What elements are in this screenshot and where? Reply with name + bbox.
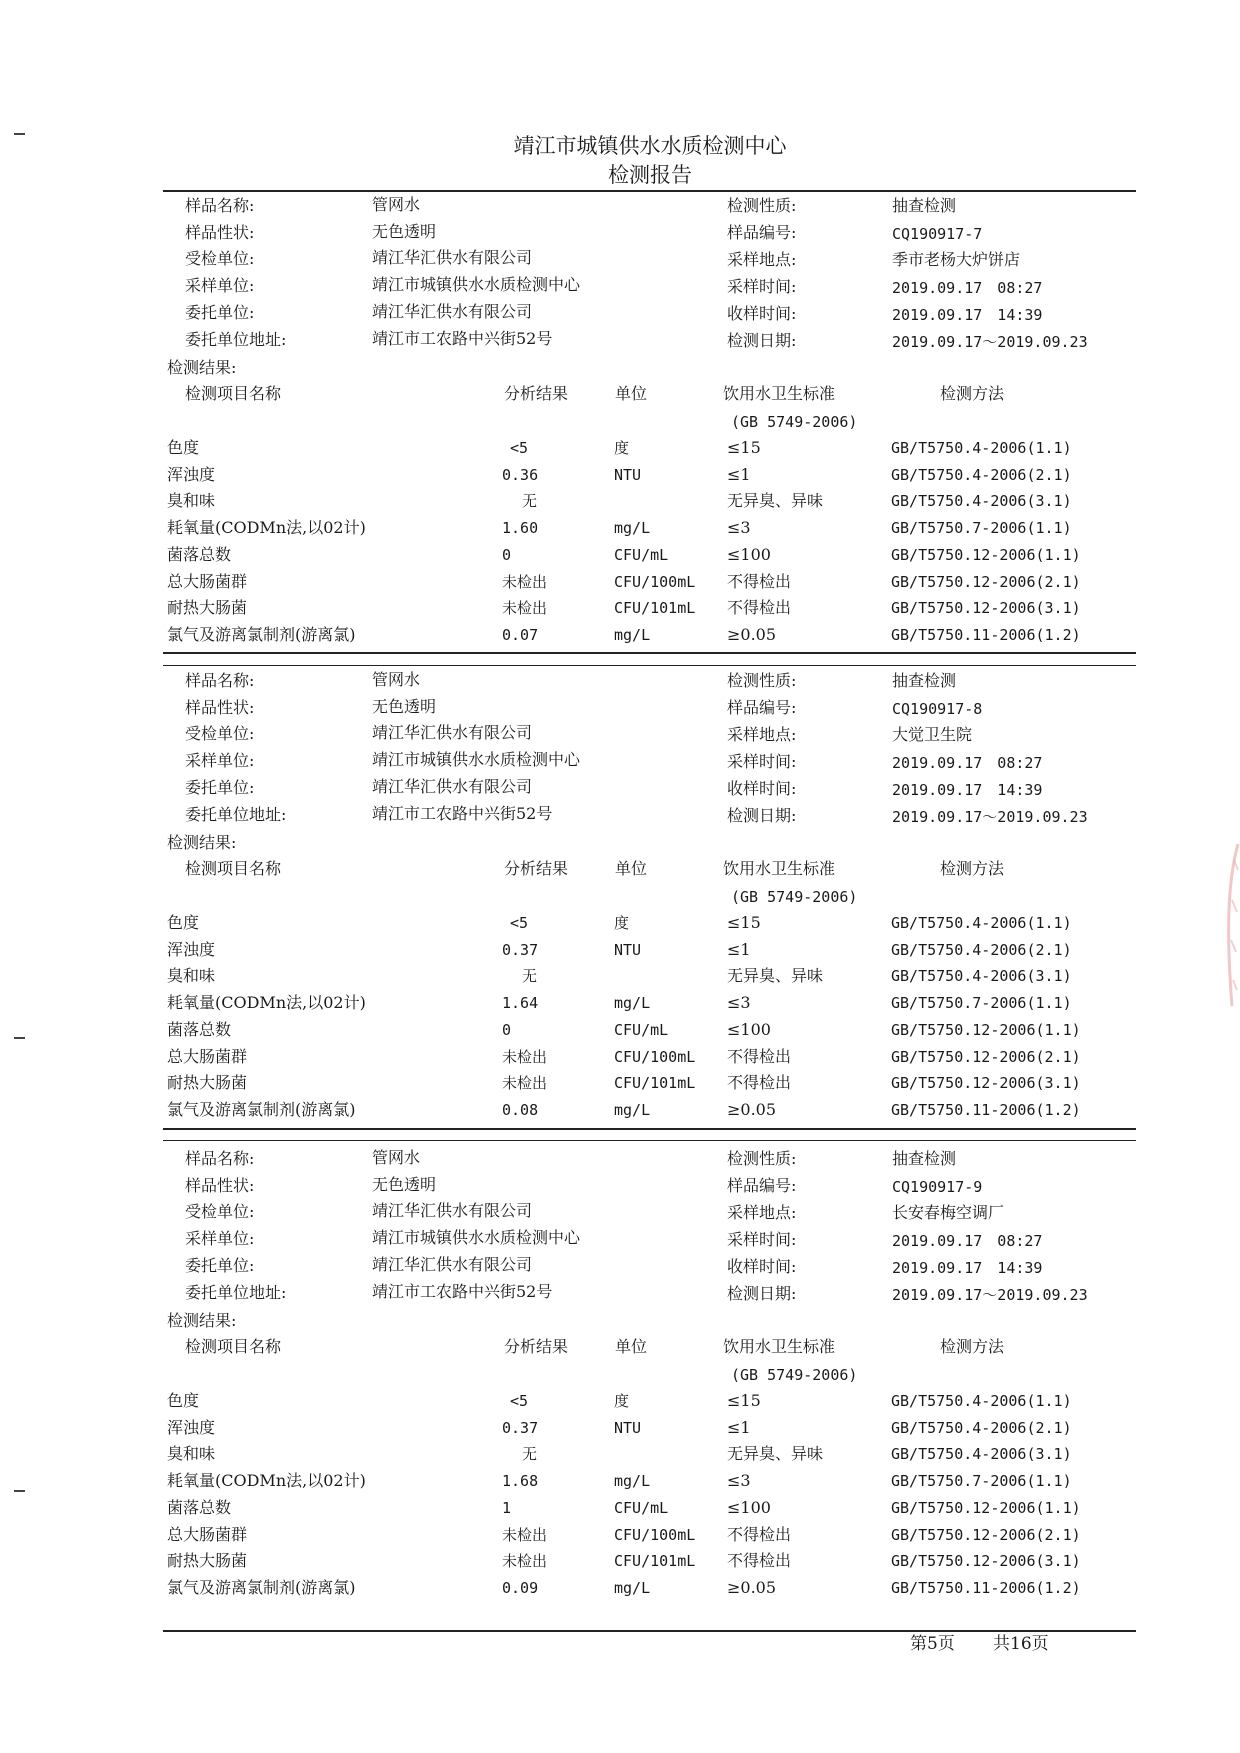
- value-entrusting-address: 靖江市工农路中兴街52号: [372, 1282, 553, 1301]
- header-item: 检测项目名称: [185, 1337, 282, 1356]
- label-test-date: 检测日期:: [727, 331, 797, 350]
- header-standard: 饮用水卫生标准: [723, 1337, 836, 1356]
- cell-item: 菌落总数: [167, 545, 232, 564]
- value-sample-no: CQ190917-9: [892, 1178, 983, 1196]
- cell-item: 菌落总数: [167, 1020, 232, 1039]
- cell-standard: 不得检出: [727, 1047, 792, 1066]
- label-entrusting-address: 委托单位地址:: [185, 330, 287, 349]
- value-sample-name: 管网水: [372, 670, 421, 689]
- cell-unit: CFU/101mL: [614, 1552, 696, 1570]
- cell-method: GB/T5750.11-2006(1.2): [891, 1579, 1081, 1597]
- cell-method: GB/T5750.12-2006(1.1): [891, 546, 1081, 564]
- cell-standard: ≤3: [727, 993, 751, 1012]
- cell-value: 1.64: [502, 994, 539, 1012]
- label-results: 检测结果:: [167, 358, 237, 377]
- cell-item: 浑浊度: [167, 465, 216, 484]
- header-result: 分析结果: [504, 1337, 569, 1356]
- value-sampling-location: 长安春梅空调厂: [892, 1203, 1005, 1222]
- cell-unit: mg/L: [614, 1472, 651, 1490]
- cell-unit: CFU/mL: [614, 1021, 669, 1039]
- page-total: 共16页: [993, 1634, 1049, 1654]
- label-inspected-unit: 受检单位:: [185, 249, 255, 268]
- cell-method: GB/T5750.4-2006(1.1): [891, 439, 1072, 457]
- header-unit: 单位: [615, 1337, 648, 1356]
- cell-standard: ≤100: [727, 1020, 771, 1039]
- label-sample-name: 样品名称:: [185, 671, 255, 690]
- label-test-nature: 检测性质:: [727, 671, 797, 690]
- footer-rule: [163, 1630, 1136, 1632]
- cell-item: 耗氧量(CODMn法,以02计): [167, 993, 366, 1012]
- value-test-nature: 抽查检测: [892, 1149, 957, 1168]
- cell-item: 耗氧量(CODMn法,以02计): [167, 518, 366, 537]
- cell-item: 氯气及游离氯制剂(游离氯): [167, 1100, 356, 1119]
- value-sampling-unit: 靖江市城镇供水水质检测中心: [372, 1228, 581, 1247]
- cell-unit: NTU: [614, 466, 642, 484]
- cell-item: 耗氧量(CODMn法,以02计): [167, 1471, 366, 1490]
- cell-value: 无: [522, 967, 538, 985]
- label-sample-no: 样品编号:: [727, 698, 797, 717]
- value-test-date: 2019.09.17～2019.09.23: [892, 333, 1088, 351]
- cell-item: 总大肠菌群: [167, 572, 248, 591]
- cell-value: <5: [510, 1392, 529, 1410]
- cell-item: 浑浊度: [167, 1418, 216, 1437]
- label-sampling-unit: 采样单位:: [185, 1229, 255, 1248]
- label-sampling-unit: 采样单位:: [185, 751, 255, 770]
- label-test-date: 检测日期:: [727, 1284, 797, 1303]
- cell-method: GB/T5750.11-2006(1.2): [891, 1101, 1081, 1119]
- cell-item: 色度: [167, 913, 200, 932]
- header-unit: 单位: [615, 384, 648, 403]
- label-receiving-time: 收样时间:: [727, 1257, 797, 1276]
- cell-method: GB/T5750.7-2006(1.1): [891, 1472, 1072, 1490]
- cell-value: 1: [502, 1499, 512, 1517]
- value-receiving-time: 2019.09.17 14:39: [892, 781, 1043, 799]
- scan-edge-mark: [14, 1490, 25, 1492]
- header-result: 分析结果: [504, 859, 569, 878]
- cell-standard: 无异臭、异味: [727, 1444, 824, 1463]
- value-test-date: 2019.09.17～2019.09.23: [892, 1286, 1088, 1304]
- cell-item: 色度: [167, 438, 200, 457]
- page-current: 第5页: [910, 1634, 955, 1654]
- cell-standard: ≤1: [727, 940, 751, 959]
- label-inspected-unit: 受检单位:: [185, 724, 255, 743]
- cell-value: <5: [510, 439, 529, 457]
- label-sample-name: 样品名称:: [185, 196, 255, 215]
- cell-item: 耐热大肠菌: [167, 1073, 248, 1092]
- value-inspected-unit: 靖江华汇供水有限公司: [372, 723, 533, 742]
- header-method: 检测方法: [940, 1337, 1005, 1356]
- label-sample-no: 样品编号:: [727, 223, 797, 242]
- header-standard-code: (GB 5749-2006): [731, 1366, 858, 1384]
- sample-section: [0, 0, 1240, 644]
- label-test-nature: 检测性质:: [727, 196, 797, 215]
- cell-method: GB/T5750.12-2006(3.1): [891, 1552, 1081, 1570]
- label-sample-state: 样品性状:: [185, 223, 255, 242]
- value-sampling-time: 2019.09.17 08:27: [892, 1232, 1043, 1250]
- label-test-date: 检测日期:: [727, 806, 797, 825]
- value-sampling-time: 2019.09.17 08:27: [892, 754, 1043, 772]
- header-standard: 饮用水卫生标准: [723, 384, 836, 403]
- value-sample-no: CQ190917-8: [892, 700, 983, 718]
- value-sample-name: 管网水: [372, 195, 421, 214]
- cell-standard: ≤3: [727, 1471, 751, 1490]
- label-sample-state: 样品性状:: [185, 1176, 255, 1195]
- label-receiving-time: 收样时间:: [727, 304, 797, 323]
- cell-standard: ≤15: [727, 913, 761, 932]
- value-sample-no: CQ190917-7: [892, 225, 983, 243]
- cell-method: GB/T5750.4-2006(3.1): [891, 967, 1072, 985]
- cell-standard: 不得检出: [727, 572, 792, 591]
- cell-method: GB/T5750.4-2006(2.1): [891, 941, 1072, 959]
- value-entrusting-unit: 靖江华汇供水有限公司: [372, 1255, 533, 1274]
- cell-unit: CFU/101mL: [614, 1074, 696, 1092]
- header-standard-code: (GB 5749-2006): [731, 413, 858, 431]
- cell-value: 未检出: [502, 573, 548, 591]
- cell-method: GB/T5750.12-2006(2.1): [891, 573, 1081, 591]
- value-sample-state: 无色透明: [372, 697, 437, 716]
- value-sampling-unit: 靖江市城镇供水水质检测中心: [372, 750, 581, 769]
- cell-value: 0: [502, 546, 512, 564]
- value-sampling-location: 大觉卫生院: [892, 725, 973, 744]
- value-sample-state: 无色透明: [372, 1175, 437, 1194]
- label-sample-name: 样品名称:: [185, 1149, 255, 1168]
- cell-value: 1.68: [502, 1472, 539, 1490]
- label-test-nature: 检测性质:: [727, 1149, 797, 1168]
- cell-unit: mg/L: [614, 994, 651, 1012]
- cell-standard: ≥0.05: [727, 1578, 777, 1597]
- cell-method: GB/T5750.4-2006(2.1): [891, 466, 1072, 484]
- label-sampling-unit: 采样单位:: [185, 276, 255, 295]
- cell-method: GB/T5750.4-2006(3.1): [891, 492, 1072, 510]
- cell-standard: 不得检出: [727, 1551, 792, 1570]
- cell-unit: NTU: [614, 941, 642, 959]
- cell-unit: mg/L: [614, 1101, 651, 1119]
- label-receiving-time: 收样时间:: [727, 779, 797, 798]
- cell-value: 未检出: [502, 1526, 548, 1544]
- cell-unit: 度: [614, 1392, 630, 1410]
- cell-value: 未检出: [502, 1552, 548, 1570]
- label-sampling-time: 采样时间:: [727, 752, 797, 771]
- cell-method: GB/T5750.12-2006(1.1): [891, 1021, 1081, 1039]
- label-entrusting-unit: 委托单位:: [185, 1256, 255, 1275]
- cell-standard: ≤3: [727, 518, 751, 537]
- cell-standard: ≤1: [727, 465, 751, 484]
- cell-item: 总大肠菌群: [167, 1047, 248, 1066]
- cell-standard: ≤15: [727, 1391, 761, 1410]
- value-inspected-unit: 靖江华汇供水有限公司: [372, 1201, 533, 1220]
- cell-item: 色度: [167, 1391, 200, 1410]
- cell-unit: 度: [614, 439, 630, 457]
- value-sampling-location: 季市老杨大炉饼店: [892, 250, 1021, 269]
- cell-unit: mg/L: [614, 519, 651, 537]
- cell-method: GB/T5750.7-2006(1.1): [891, 994, 1072, 1012]
- value-test-nature: 抽查检测: [892, 671, 957, 690]
- label-sampling-location: 采样地点:: [727, 725, 797, 744]
- seal-stamp-edge-icon: [1222, 840, 1240, 1010]
- value-entrusting-address: 靖江市工农路中兴街52号: [372, 329, 553, 348]
- header-standard-code: (GB 5749-2006): [731, 888, 858, 906]
- cell-standard: ≥0.05: [727, 1100, 777, 1119]
- cell-standard: ≤100: [727, 1498, 771, 1517]
- cell-value: <5: [510, 914, 529, 932]
- cell-unit: 度: [614, 914, 630, 932]
- cell-method: GB/T5750.4-2006(1.1): [891, 1392, 1072, 1410]
- cell-value: 未检出: [502, 1048, 548, 1066]
- cell-standard: 不得检出: [727, 598, 792, 617]
- label-entrusting-address: 委托单位地址:: [185, 805, 287, 824]
- cell-unit: CFU/100mL: [614, 573, 696, 591]
- cell-standard: 不得检出: [727, 1525, 792, 1544]
- cell-unit: CFU/100mL: [614, 1048, 696, 1066]
- cell-item: 氯气及游离氯制剂(游离氯): [167, 1578, 356, 1597]
- cell-method: GB/T5750.7-2006(1.1): [891, 519, 1072, 537]
- cell-value: 未检出: [502, 1074, 548, 1092]
- cell-standard: ≤15: [727, 438, 761, 457]
- cell-unit: NTU: [614, 1419, 642, 1437]
- cell-standard: ≥0.05: [727, 625, 777, 644]
- value-entrusting-unit: 靖江华汇供水有限公司: [372, 777, 533, 796]
- value-inspected-unit: 靖江华汇供水有限公司: [372, 248, 533, 267]
- cell-standard: 无异臭、异味: [727, 966, 824, 985]
- report-title: 检测报告: [608, 163, 692, 187]
- label-sampling-location: 采样地点:: [727, 250, 797, 269]
- cell-standard: 无异臭、异味: [727, 491, 824, 510]
- cell-method: GB/T5750.12-2006(3.1): [891, 1074, 1081, 1092]
- value-receiving-time: 2019.09.17 14:39: [892, 306, 1043, 324]
- value-entrusting-unit: 靖江华汇供水有限公司: [372, 302, 533, 321]
- cell-unit: mg/L: [614, 1579, 651, 1597]
- cell-value: 0.07: [502, 626, 539, 644]
- cell-unit: CFU/mL: [614, 1499, 669, 1517]
- cell-method: GB/T5750.12-2006(2.1): [891, 1526, 1081, 1544]
- cell-unit: CFU/mL: [614, 546, 669, 564]
- header-unit: 单位: [615, 859, 648, 878]
- value-entrusting-address: 靖江市工农路中兴街52号: [372, 804, 553, 823]
- label-entrusting-address: 委托单位地址:: [185, 1283, 287, 1302]
- value-test-date: 2019.09.17～2019.09.23: [892, 808, 1088, 826]
- cell-item: 菌落总数: [167, 1498, 232, 1517]
- sample-section: [0, 475, 1240, 1119]
- value-sampling-time: 2019.09.17 08:27: [892, 279, 1043, 297]
- cell-value: 0: [502, 1021, 512, 1039]
- report-org-title: 靖江市城镇供水水质检测中心: [513, 134, 787, 158]
- cell-value: 0.09: [502, 1579, 539, 1597]
- cell-standard: ≤1: [727, 1418, 751, 1437]
- header-method: 检测方法: [940, 859, 1005, 878]
- cell-value: 无: [522, 1445, 538, 1463]
- value-sampling-unit: 靖江市城镇供水水质检测中心: [372, 275, 581, 294]
- cell-unit: CFU/100mL: [614, 1526, 696, 1544]
- cell-value: 1.60: [502, 519, 539, 537]
- header-item: 检测项目名称: [185, 859, 282, 878]
- header-method: 检测方法: [940, 384, 1005, 403]
- label-sampling-location: 采样地点:: [727, 1203, 797, 1222]
- cell-item: 氯气及游离氯制剂(游离氯): [167, 625, 356, 644]
- cell-item: 臭和味: [167, 1444, 216, 1463]
- cell-item: 耐热大肠菌: [167, 598, 248, 617]
- label-results: 检测结果:: [167, 833, 237, 852]
- label-results: 检测结果:: [167, 1311, 237, 1330]
- cell-value: 未检出: [502, 599, 548, 617]
- label-sample-no: 样品编号:: [727, 1176, 797, 1195]
- cell-standard: 不得检出: [727, 1073, 792, 1092]
- label-inspected-unit: 受检单位:: [185, 1202, 255, 1221]
- cell-item: 臭和味: [167, 966, 216, 985]
- cell-method: GB/T5750.4-2006(2.1): [891, 1419, 1072, 1437]
- cell-method: GB/T5750.11-2006(1.2): [891, 626, 1081, 644]
- value-receiving-time: 2019.09.17 14:39: [892, 1259, 1043, 1277]
- value-test-nature: 抽查检测: [892, 196, 957, 215]
- label-sample-state: 样品性状:: [185, 698, 255, 717]
- cell-method: GB/T5750.12-2006(1.1): [891, 1499, 1081, 1517]
- cell-item: 浑浊度: [167, 940, 216, 959]
- header-result: 分析结果: [504, 384, 569, 403]
- cell-unit: CFU/101mL: [614, 599, 696, 617]
- cell-method: GB/T5750.4-2006(1.1): [891, 914, 1072, 932]
- cell-method: GB/T5750.4-2006(3.1): [891, 1445, 1072, 1463]
- label-sampling-time: 采样时间:: [727, 277, 797, 296]
- cell-value: 0.36: [502, 466, 539, 484]
- label-sampling-time: 采样时间:: [727, 1230, 797, 1249]
- cell-standard: ≤100: [727, 545, 771, 564]
- cell-value: 0.37: [502, 1419, 539, 1437]
- header-item: 检测项目名称: [185, 384, 282, 403]
- cell-method: GB/T5750.12-2006(2.1): [891, 1048, 1081, 1066]
- cell-item: 臭和味: [167, 491, 216, 510]
- cell-value: 0.08: [502, 1101, 539, 1119]
- scan-edge-mark: [14, 133, 25, 135]
- cell-value: 无: [522, 492, 538, 510]
- cell-item: 耐热大肠菌: [167, 1551, 248, 1570]
- scan-edge-mark: [14, 1037, 25, 1039]
- cell-item: 总大肠菌群: [167, 1525, 248, 1544]
- label-entrusting-unit: 委托单位:: [185, 778, 255, 797]
- value-sample-name: 管网水: [372, 1148, 421, 1167]
- cell-value: 0.37: [502, 941, 539, 959]
- label-entrusting-unit: 委托单位:: [185, 303, 255, 322]
- sample-section: [0, 953, 1240, 1597]
- cell-method: GB/T5750.12-2006(3.1): [891, 599, 1081, 617]
- cell-unit: mg/L: [614, 626, 651, 644]
- header-standard: 饮用水卫生标准: [723, 859, 836, 878]
- value-sample-state: 无色透明: [372, 222, 437, 241]
